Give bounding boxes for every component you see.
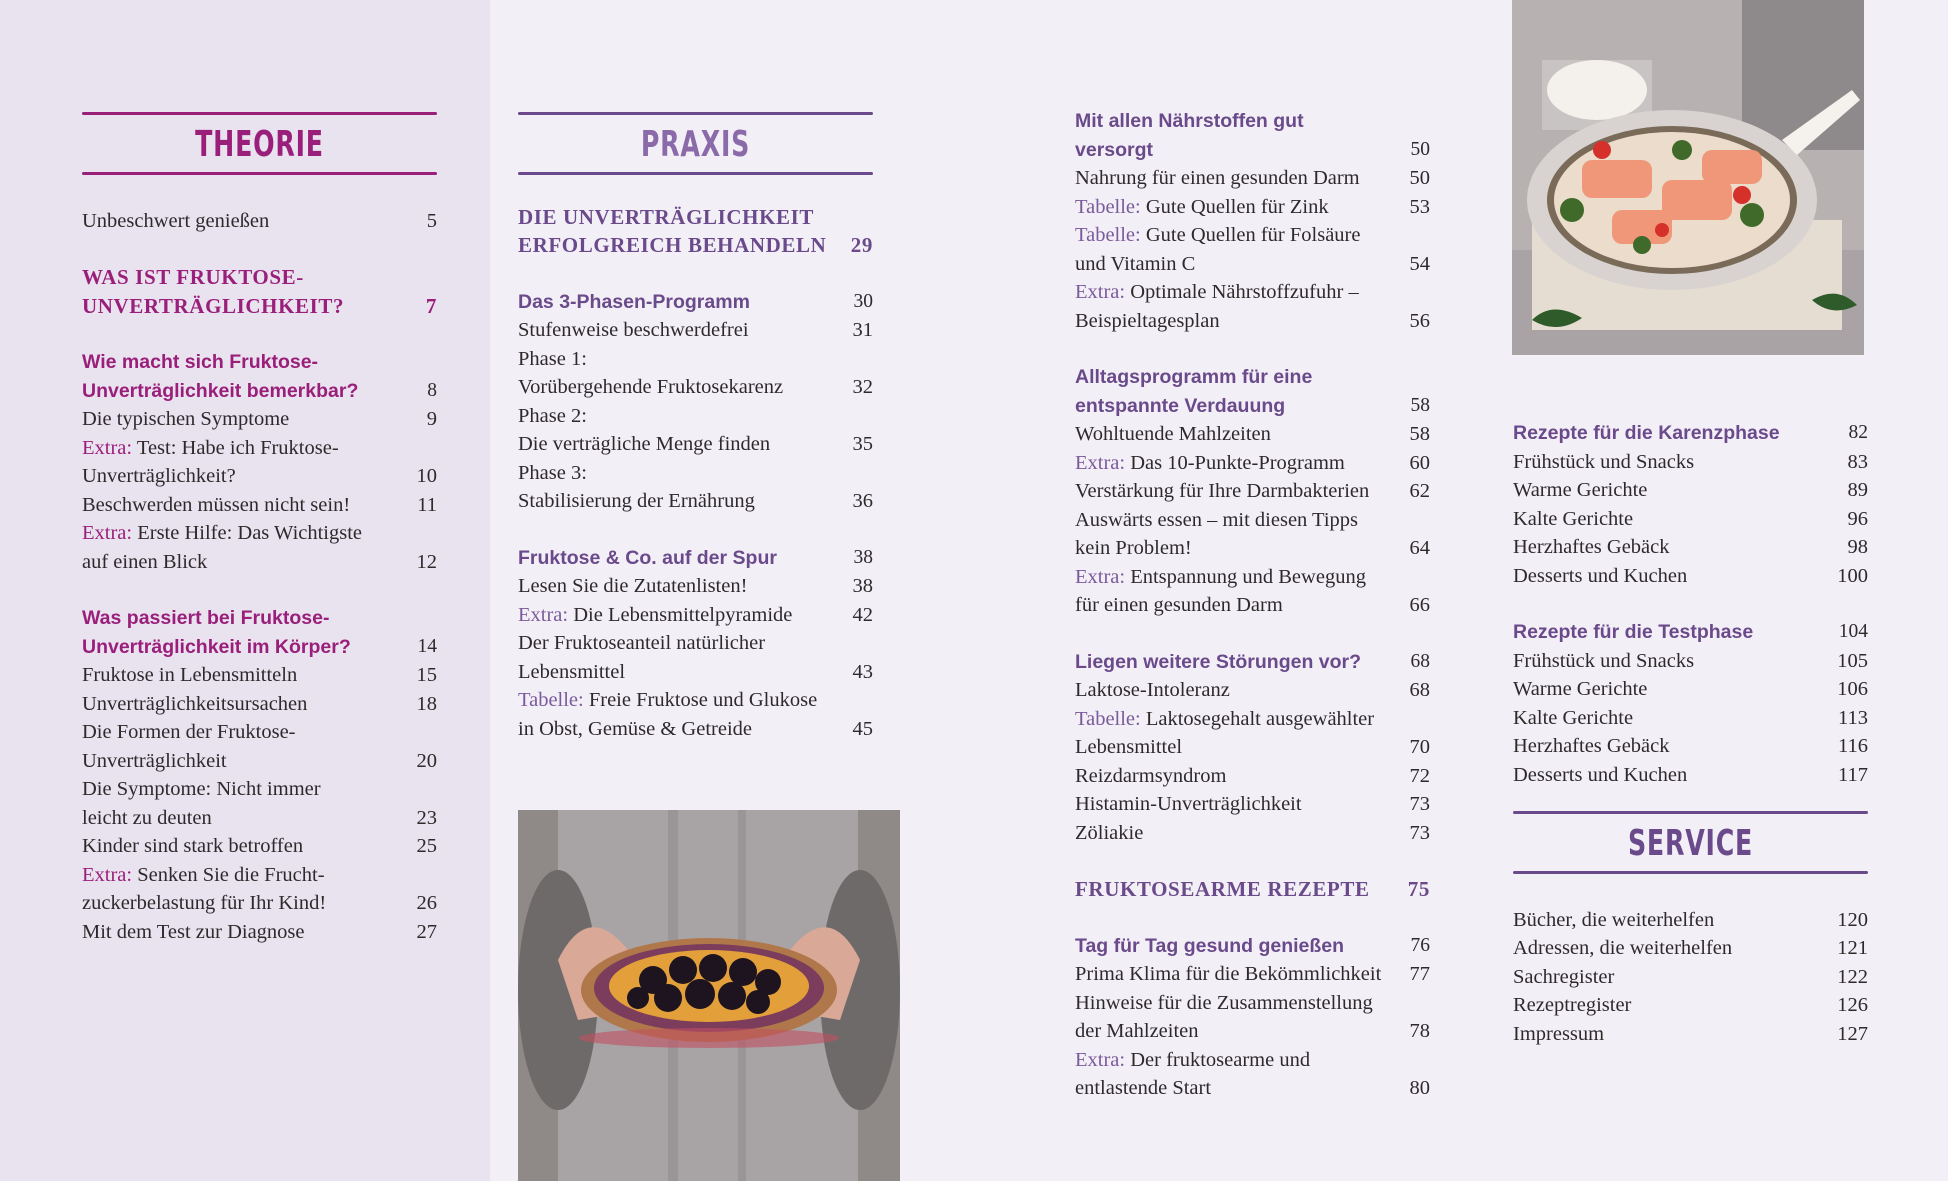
photo-blackberries-bowl: [518, 810, 900, 1181]
toc-entry[interactable]: Extra: Optimale Nährstoffzufuhr – Beispieltagesplan 56: [1075, 281, 1430, 332]
toc-entry[interactable]: Lesen Sie die Zutatenlisten! 38: [518, 575, 873, 597]
toc-subchapter[interactable]: Wie macht sich Fruktose- Unverträglichkeit bemerkbar? 8: [82, 351, 437, 402]
toc-entry[interactable]: Unverträglichkeitsursachen 18: [82, 692, 437, 715]
toc-entry[interactable]: Frühstück und Snacks 83: [1513, 450, 1868, 473]
toc-entry[interactable]: Unbeschwert genießen 5: [82, 209, 437, 232]
toc-entry[interactable]: Laktose-Intoleranz 68: [1075, 679, 1430, 701]
toc-column-theorie: [82, 112, 437, 946]
toc-entry[interactable]: Auswärts essen – mit diesen Tipps kein Problem! 64: [1075, 508, 1430, 559]
toc-entry[interactable]: Fruktose in Lebensmitteln 15: [82, 664, 437, 686]
toc-entry[interactable]: Adressen, die weiterhelfen 121: [1513, 937, 1868, 959]
toc-entry[interactable]: Mit dem Test zur Diagnose 27: [82, 920, 437, 943]
toc-entry[interactable]: Prima Klima für die Bekömmlichkeit 77: [1075, 963, 1430, 985]
salmon-pan-illustration: [1512, 0, 1864, 355]
toc-subchapter[interactable]: Mit allen Nährstoffen gut versorgt 50: [1075, 110, 1430, 161]
toc-subchapter[interactable]: Was passiert bei Fruktose- Unverträglichkeit im Körper? 14: [82, 607, 437, 658]
toc-entry[interactable]: Warme Gerichte 89: [1513, 479, 1868, 501]
toc-column-3: [1075, 107, 1430, 1103]
toc-entry[interactable]: Extra: Senken Sie die Frucht- zuckerbelastung für Ihr Kind! 26: [82, 863, 437, 914]
toc-entry[interactable]: Phase 1: Vorübergehende Fruktosekarenz 32: [518, 347, 873, 398]
toc-entry[interactable]: Phase 2: Die verträgliche Menge finden 35: [518, 404, 873, 455]
blackberries-illustration: [518, 810, 900, 1181]
toc-entry[interactable]: Tabelle: Gute Quellen für Folsäure und Vitamin C 54: [1075, 224, 1430, 275]
toc-entry[interactable]: Kinder sind stark betroffen 25: [82, 835, 437, 857]
section-heading-service: SERVICE: [1627, 823, 1754, 864]
toc-entry[interactable]: Desserts und Kuchen 117: [1513, 763, 1868, 786]
toc-entry[interactable]: Impressum 127: [1513, 1022, 1868, 1045]
toc-entry[interactable]: Herzhaftes Gebäck 116: [1513, 735, 1868, 757]
toc-entry[interactable]: Rezeptregister 126: [1513, 994, 1868, 1016]
toc-entry[interactable]: Extra: Erste Hilfe: Das Wichtigste auf einen Blick 12: [82, 522, 437, 573]
toc-column-praxis: [518, 112, 873, 743]
toc-entry[interactable]: Extra: Das 10-Punkte-Programm 60: [1075, 451, 1430, 474]
toc-entry[interactable]: Desserts und Kuchen 100: [1513, 564, 1868, 587]
toc-entry[interactable]: Die typischen Symptome 9: [82, 408, 437, 430]
photo-salmon-pan: [1512, 0, 1864, 355]
toc-subchapter[interactable]: Rezepte für die Testphase 104: [1513, 621, 1868, 643]
toc-subchapter[interactable]: Alltagsprogramm für eine entspannte Verdauung 58: [1075, 366, 1430, 417]
toc-entry[interactable]: Kalte Gerichte 96: [1513, 507, 1868, 530]
toc-entry[interactable]: Extra: Entspannung und Bewegung für einen gesunden Darm 66: [1075, 565, 1430, 616]
toc-entry[interactable]: Der Fruktoseanteil natürlicher Lebensmittel 43: [518, 632, 873, 683]
toc-chapter[interactable]: FRUKTOSEARME REZEPTE 75: [1075, 877, 1430, 901]
toc-subchapter[interactable]: Liegen weitere Störungen vor? 68: [1075, 650, 1430, 673]
toc-subchapter[interactable]: Fruktose & Co. auf der Spur 38: [518, 546, 873, 569]
toc-entry[interactable]: Warme Gerichte 106: [1513, 678, 1868, 700]
toc-entry[interactable]: Frühstück und Snacks 105: [1513, 649, 1868, 672]
toc-entry[interactable]: Verstärkung für Ihre Darmbakterien 62: [1075, 480, 1430, 502]
toc-entry[interactable]: Zöliakie 73: [1075, 821, 1430, 844]
toc-chapter[interactable]: DIE UNVERTRÄGLICHKEIT ERFOLGREICH BEHANDELN 29: [518, 204, 873, 257]
toc-entry[interactable]: Die Formen der Fruktose- Unverträglichkeit 20: [82, 721, 437, 772]
toc-subchapter[interactable]: Tag für Tag gesund genießen 76: [1075, 934, 1430, 957]
toc-entry[interactable]: Extra: Test: Habe ich Fruktose- Unverträglichkeit? 10: [82, 436, 437, 487]
toc-entry[interactable]: Beschwerden müssen nicht sein! 11: [82, 493, 437, 516]
toc-subchapter[interactable]: Rezepte für die Karenzphase 82: [1513, 422, 1868, 444]
toc-entry[interactable]: Reizdarmsyndrom 72: [1075, 764, 1430, 787]
toc-entry[interactable]: Tabelle: Freie Fruktose und Glukose in Obst, Gemüse & Getreide 45: [518, 689, 873, 740]
toc-entry[interactable]: Histamin-Unverträglichkeit 73: [1075, 793, 1430, 815]
toc-entry[interactable]: Wohltuende Mahlzeiten 58: [1075, 423, 1430, 445]
section-heading-praxis: PRAXIS: [640, 124, 751, 165]
toc-column-4: [1513, 419, 1868, 1048]
section-heading-theorie: THEORIE: [195, 124, 324, 165]
toc-entry[interactable]: Phase 3: Stabilisierung der Ernährung 36: [518, 461, 873, 512]
toc-entry[interactable]: Extra: Der fruktosearme und entlastende Start 80: [1075, 1048, 1430, 1099]
toc-entry[interactable]: Herzhaftes Gebäck 98: [1513, 536, 1868, 558]
toc-entry[interactable]: Nahrung für einen gesunden Darm 50: [1075, 167, 1430, 189]
toc-entry[interactable]: Bücher, die weiterhelfen 120: [1513, 908, 1868, 931]
toc-entry[interactable]: Stufenweise beschwerdefrei 31: [518, 319, 873, 341]
toc-subchapter[interactable]: Das 3-Phasen-Programm 30: [518, 290, 873, 313]
toc-entry[interactable]: Tabelle: Laktosegehalt ausgewählter Lebensmittel 70: [1075, 707, 1430, 758]
toc-entry[interactable]: Die Symptome: Nicht immer leicht zu deuten 23: [82, 778, 437, 829]
toc-entry[interactable]: Hinweise für die Zusammenstellung der Mahlzeiten 78: [1075, 991, 1430, 1042]
toc-entry[interactable]: Kalte Gerichte 113: [1513, 706, 1868, 729]
toc-entry[interactable]: Tabelle: Gute Quellen für Zink 53: [1075, 195, 1430, 218]
toc-entry[interactable]: Extra: Die Lebensmittelpyramide 42: [518, 603, 873, 626]
toc-chapter[interactable]: WAS IST FRUKTOSE- UNVERTRÄGLICHKEIT? 7: [82, 265, 437, 318]
toc-entry[interactable]: Sachregister 122: [1513, 965, 1868, 988]
